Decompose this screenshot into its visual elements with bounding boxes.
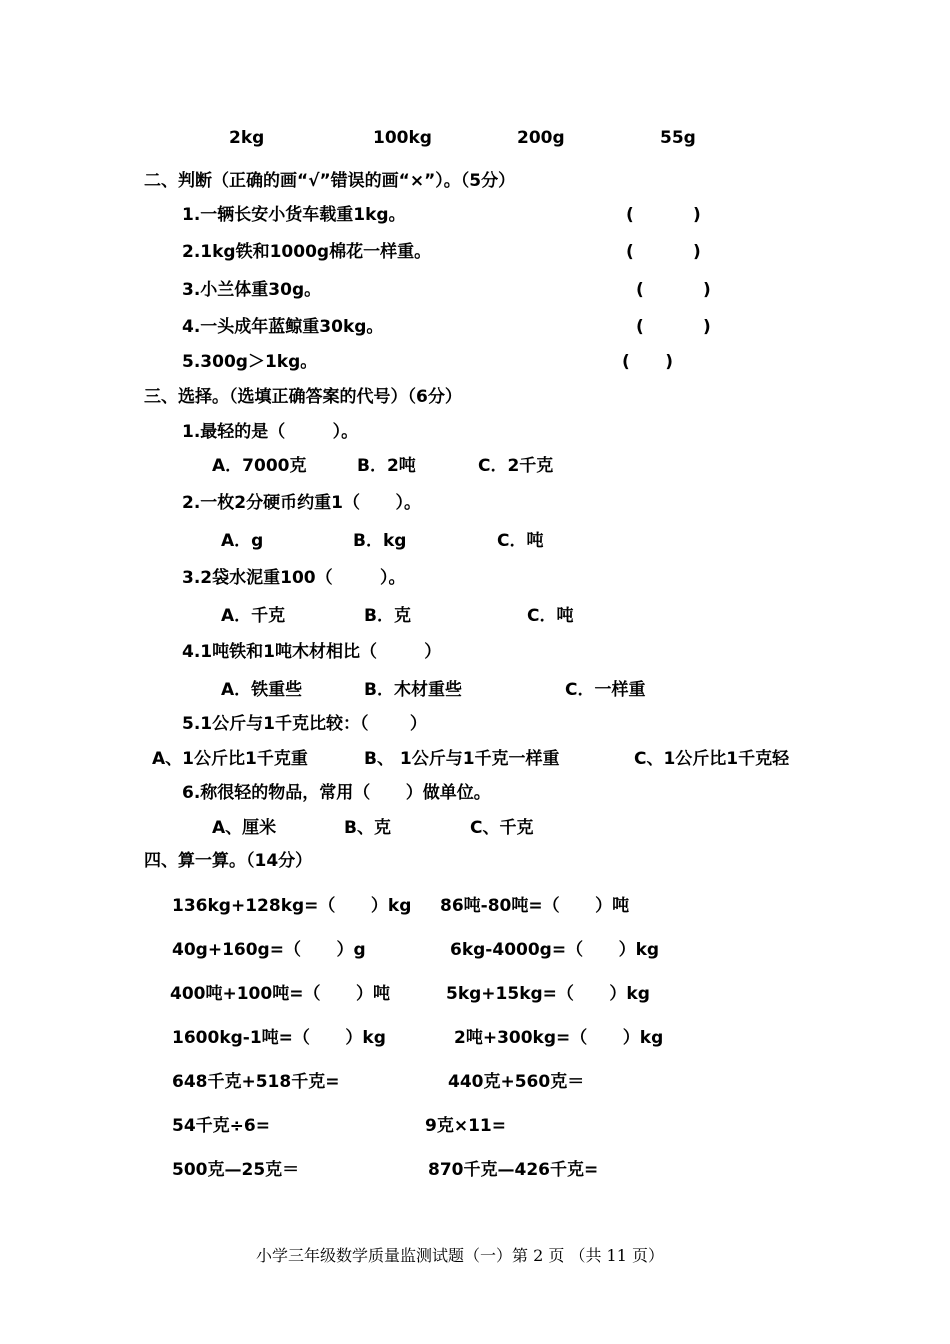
- judge-paren-2[interactable]: ( ): [626, 242, 701, 262]
- choice-q1: 1.最轻的是（ ）。: [182, 422, 359, 442]
- choice-q5-option-a[interactable]: A、1公斤比1千克重: [152, 749, 308, 769]
- choice-q1-option-a[interactable]: A．7000克: [212, 456, 307, 476]
- calc-6-right[interactable]: 9克×11=: [425, 1116, 506, 1136]
- weight-3: 200g: [517, 128, 565, 148]
- judge-paren-3[interactable]: ( ): [636, 280, 711, 300]
- section4-title: 四、算一算。（14分）: [144, 851, 313, 871]
- weight-4: 55g: [660, 128, 696, 148]
- choice-q2-option-c[interactable]: C．吨: [497, 531, 544, 551]
- judge-item-5: 5.300g＞1kg。: [182, 352, 318, 372]
- calc-3-right[interactable]: 5kg+15kg=（ ）kg: [446, 984, 650, 1004]
- choice-q5-option-c[interactable]: C、1公斤比1千克轻: [634, 749, 790, 769]
- page-footer: 小学三年级数学质量监测试题（一）第 2 页 （共 11 页）: [256, 1246, 664, 1265]
- choice-q5: 5.1公斤与1千克比较：（ ）: [182, 714, 427, 734]
- judge-item-1: 1.一辆长安小货车载重1kg。: [182, 205, 406, 225]
- choice-q5-option-b[interactable]: B、 1公斤与1千克一样重: [364, 749, 560, 769]
- calc-2-right[interactable]: 6kg-4000g=（ ）kg: [450, 940, 660, 960]
- choice-q2-option-a[interactable]: A．g: [221, 531, 264, 551]
- choice-q3-option-a[interactable]: A．千克: [221, 606, 286, 626]
- calc-3-left[interactable]: 400吨+100吨=（ ）吨: [170, 984, 390, 1004]
- judge-item-3: 3.小兰体重30g。: [182, 280, 322, 300]
- calc-1-left[interactable]: 136kg+128kg=（ ）kg: [172, 896, 412, 916]
- choice-q3-option-b[interactable]: B．克: [364, 606, 411, 626]
- calc-1-right[interactable]: 86吨-80吨=（ ）吨: [440, 896, 630, 916]
- calc-2-left[interactable]: 40g+160g=（ ）g: [172, 940, 366, 960]
- calc-7-left[interactable]: 500克—25克＝: [172, 1160, 300, 1180]
- choice-q4-option-a[interactable]: A．铁重些: [221, 680, 303, 700]
- judge-paren-1[interactable]: ( ): [626, 205, 701, 225]
- choice-q6-option-b[interactable]: B、克: [344, 818, 391, 838]
- weight-1: 2kg: [229, 128, 265, 148]
- choice-q6: 6.称很轻的物品，常用（ ）做单位。: [182, 783, 491, 803]
- choice-q4: 4.1吨铁和1吨木材相比（ ）: [182, 642, 442, 662]
- section3-title: 三、选择。（选填正确答案的代号）（6分）: [144, 387, 462, 407]
- choice-q2: 2.一枚2分硬币约重1（ ）。: [182, 493, 421, 513]
- calc-4-left[interactable]: 1600kg-1吨=（ ）kg: [172, 1028, 386, 1048]
- choice-q6-option-a[interactable]: A、厘米: [212, 818, 277, 838]
- choice-q3: 3.2袋水泥重100（ ）。: [182, 568, 406, 588]
- calc-5-right[interactable]: 440克+560克＝: [448, 1072, 585, 1092]
- choice-q1-option-c[interactable]: C．2千克: [478, 456, 554, 476]
- calc-5-left[interactable]: 648千克+518千克=: [172, 1072, 340, 1092]
- judge-item-4: 4.一头成年蓝鲸重30kg。: [182, 317, 384, 337]
- calc-4-right[interactable]: 2吨+300kg=（ ）kg: [454, 1028, 664, 1048]
- choice-q4-option-c[interactable]: C．一样重: [565, 680, 646, 700]
- calc-6-left[interactable]: 54千克÷6=: [172, 1116, 270, 1136]
- weight-2: 100kg: [373, 128, 432, 148]
- calc-7-right[interactable]: 870千克—426千克=: [428, 1160, 599, 1180]
- judge-paren-5[interactable]: ( ): [622, 352, 674, 372]
- choice-q6-option-c[interactable]: C、千克: [470, 818, 534, 838]
- choice-q1-option-b[interactable]: B．2吨: [357, 456, 416, 476]
- choice-q2-option-b[interactable]: B．kg: [353, 531, 407, 551]
- section2-title: 二、判断（正确的画“√”错误的画“×”）。（5分）: [144, 171, 516, 191]
- choice-q4-option-b[interactable]: B．木材重些: [364, 680, 462, 700]
- judge-paren-4[interactable]: ( ): [636, 317, 711, 337]
- judge-item-2: 2.1kg铁和1000g棉花一样重。: [182, 242, 432, 262]
- choice-q3-option-c[interactable]: C．吨: [527, 606, 574, 626]
